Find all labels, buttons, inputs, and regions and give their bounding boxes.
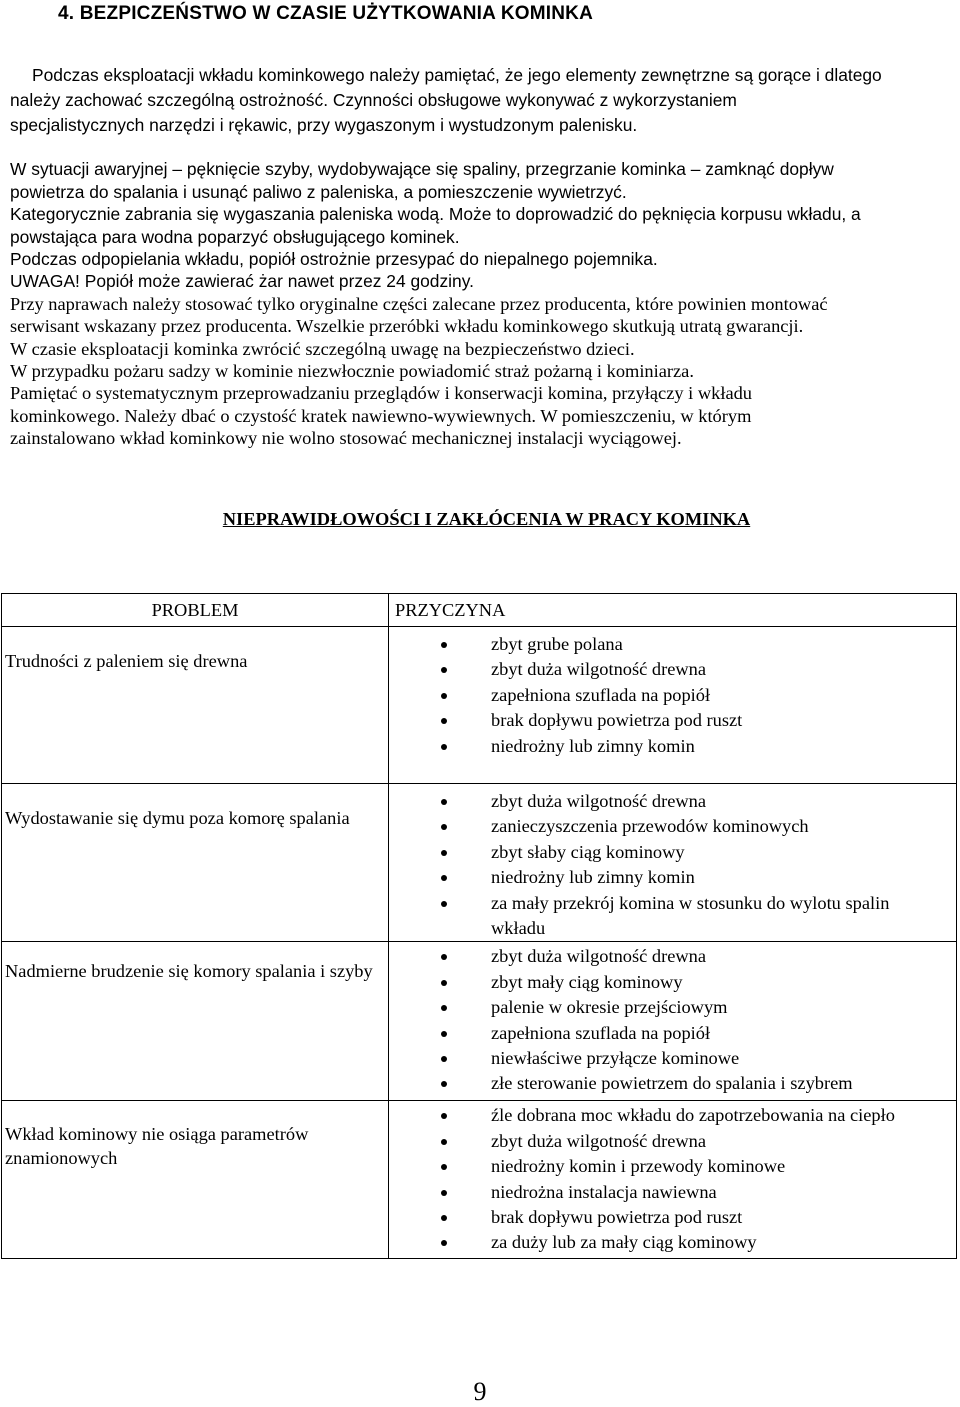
page-number: 9 bbox=[473, 1377, 487, 1406]
list-item: złe sterowanie powietrzem do spalania i szybrem bbox=[389, 1071, 956, 1096]
list-item: brak dopływu powietrza pod ruszt bbox=[389, 1205, 956, 1230]
bullet-icon bbox=[441, 980, 447, 986]
list-item: zbyt duża wilgotność drewna bbox=[389, 944, 956, 969]
list-item: niedrożny komin i przewody kominowe bbox=[389, 1154, 956, 1179]
bullet-icon bbox=[441, 1215, 447, 1221]
body-line: W czasie eksploatacji kominka zwrócić szczególną uwagę na bezpieczeństwo dzieci. bbox=[10, 338, 635, 359]
list-item: zbyt duża wilgotność drewna bbox=[389, 1129, 956, 1154]
bullet-icon bbox=[441, 901, 447, 907]
body-line: serwisant wskazany przez producenta. Wszelkie przeróbki wkładu kominkowego skutkują utratą gwarancji. bbox=[10, 316, 804, 337]
body-line: zainstalowano wkład kominkowy nie wolno stosować mechanicznej instalacji wyciągowej. bbox=[10, 428, 682, 449]
safety-paragraphs bbox=[0, 159, 960, 450]
body-line: Podczas odpopielania wkładu, popiół ostrożnie przesypać do niepalnego pojemnika. bbox=[10, 248, 658, 269]
header-cause: PRZYCZYNA bbox=[395, 600, 506, 620]
list-item: za mały przekrój komina w stosunku do wylotu spalin bbox=[389, 891, 956, 916]
body-line: UWAGA! Popiół może zawierać żar nawet przez 24 godziny. bbox=[10, 271, 474, 292]
bullet-icon bbox=[441, 954, 447, 960]
section-heading: 4. BEZPICZEŃSTWO W CZASIE UŻYTKOWANIA KOMINKA bbox=[58, 3, 594, 24]
cause-list bbox=[389, 1101, 956, 1255]
list-item: brak dopływu powietrza pod ruszt bbox=[389, 708, 956, 733]
intro-paragraph bbox=[10, 63, 950, 138]
cause-list bbox=[389, 784, 956, 941]
table-row bbox=[2, 1101, 957, 1259]
intro-line: specjalistycznych narzędzi i rękawic, przy wygaszonym i wystudzonym palenisku. bbox=[10, 115, 638, 135]
list-item: za duży lub za mały ciąg kominowy bbox=[389, 1230, 956, 1255]
bullet-icon bbox=[441, 1139, 447, 1145]
list-item: zbyt grube polana bbox=[389, 632, 956, 657]
table-header-row bbox=[2, 594, 957, 627]
bullet-icon bbox=[441, 1056, 447, 1062]
bullet-icon bbox=[441, 1164, 447, 1170]
table-row bbox=[2, 627, 957, 784]
bullet-icon bbox=[441, 1190, 447, 1196]
list-item-continuation: wkładu bbox=[491, 918, 546, 939]
bullet-icon bbox=[441, 1005, 447, 1011]
cause-list bbox=[389, 627, 956, 759]
intro-line: Podczas eksploatacji wkładu kominkowego należy pamiętać, że jego elementy zewnętrzne są gorące i dlatego bbox=[32, 65, 882, 85]
bullet-icon bbox=[441, 718, 447, 724]
body-line: kominkowego. Należy dbać o czystość kratek nawiewno-wywiewnych. W pomieszczeniu, w którym bbox=[10, 405, 752, 426]
problem-cell: Wydostawanie się dymu poza komorę spalania bbox=[5, 808, 350, 828]
body-line: powstająca para wodna poparzyć obsługującego kominek. bbox=[10, 226, 460, 247]
header-problem: PROBLEM bbox=[151, 600, 239, 620]
list-item: zanieczyszczenia przewodów kominowych bbox=[389, 814, 956, 839]
bullet-icon bbox=[441, 1031, 447, 1037]
table-row bbox=[2, 942, 957, 1101]
cause-list bbox=[389, 942, 956, 1096]
troubleshooting-title: NIEPRAWIDŁOWOŚCI I ZAKŁÓCENIA W PRACY KOMINKA bbox=[222, 509, 751, 529]
body-line: W sytuacji awaryjnej – pęknięcie szyby, wydobywające się spaliny, przegrzanie kominka – zamknąć dopływ bbox=[10, 159, 834, 179]
bullet-icon bbox=[441, 744, 447, 750]
intro-line: należy zachować szczególną ostrożność. Czynności obsługowe wykonywać z wykorzystaniem bbox=[10, 90, 737, 110]
bullet-icon bbox=[441, 824, 447, 830]
problem-cell: Wkład kominowy nie osiąga parametrów znamionowych bbox=[5, 1124, 309, 1169]
table-row bbox=[2, 784, 957, 942]
list-item: zbyt duża wilgotność drewna bbox=[389, 657, 956, 682]
bullet-icon bbox=[441, 1240, 447, 1246]
list-item: zapełniona szuflada na popiół bbox=[389, 1021, 956, 1046]
body-line: Pamiętać o systematycznym przeprowadzaniu przeglądów i konserwacji komina, przyłączy i wkładu bbox=[10, 383, 753, 404]
bullet-icon bbox=[441, 667, 447, 673]
problem-cell: Trudności z paleniem się drewna bbox=[5, 651, 248, 671]
list-item: zbyt mały ciąg kominowy bbox=[389, 970, 956, 995]
list-item: palenie w okresie przejściowym bbox=[389, 995, 956, 1020]
list-item: niedrożny lub zimny komin bbox=[389, 865, 956, 890]
list-item: niedrożny lub zimny komin bbox=[389, 734, 956, 759]
body-line: W przypadku pożaru sadzy w kominie niezwłocznie powiadomić straż pożarną i kominiarza. bbox=[10, 360, 694, 381]
list-item: niewłaściwe przyłącze kominowe bbox=[389, 1046, 956, 1071]
bullet-icon bbox=[441, 642, 447, 648]
bullet-icon bbox=[441, 1081, 447, 1087]
body-line: Kategorycznie zabrania się wygaszania paleniska wodą. Może to doprowadzić do pęknięcia korpusu wkładu, a bbox=[10, 204, 861, 225]
troubleshooting-table bbox=[1, 593, 957, 1259]
list-item: źle dobrana moc wkładu do zapotrzebowania na ciepło bbox=[389, 1103, 956, 1128]
body-line: Przy naprawach należy stosować tylko oryginalne części zalecane przez producenta, które powinien montować bbox=[10, 293, 828, 314]
bullet-icon bbox=[441, 1113, 447, 1119]
bullet-icon bbox=[441, 799, 447, 805]
list-item: zbyt duża wilgotność drewna bbox=[389, 789, 956, 814]
problem-cell: Nadmierne brudzenie się komory spalania i szyby bbox=[5, 961, 373, 982]
bullet-icon bbox=[441, 875, 447, 881]
bullet-icon bbox=[441, 850, 447, 856]
body-line: powietrza do spalania i usunąć paliwo z paleniska, a pomieszczenie wywietrzyć. bbox=[10, 181, 627, 202]
list-item: niedrożna instalacja nawiewna bbox=[389, 1180, 956, 1205]
list-item: zapełniona szuflada na popiół bbox=[389, 683, 956, 708]
list-item: zbyt słaby ciąg kominowy bbox=[389, 840, 956, 865]
bullet-icon bbox=[441, 693, 447, 699]
